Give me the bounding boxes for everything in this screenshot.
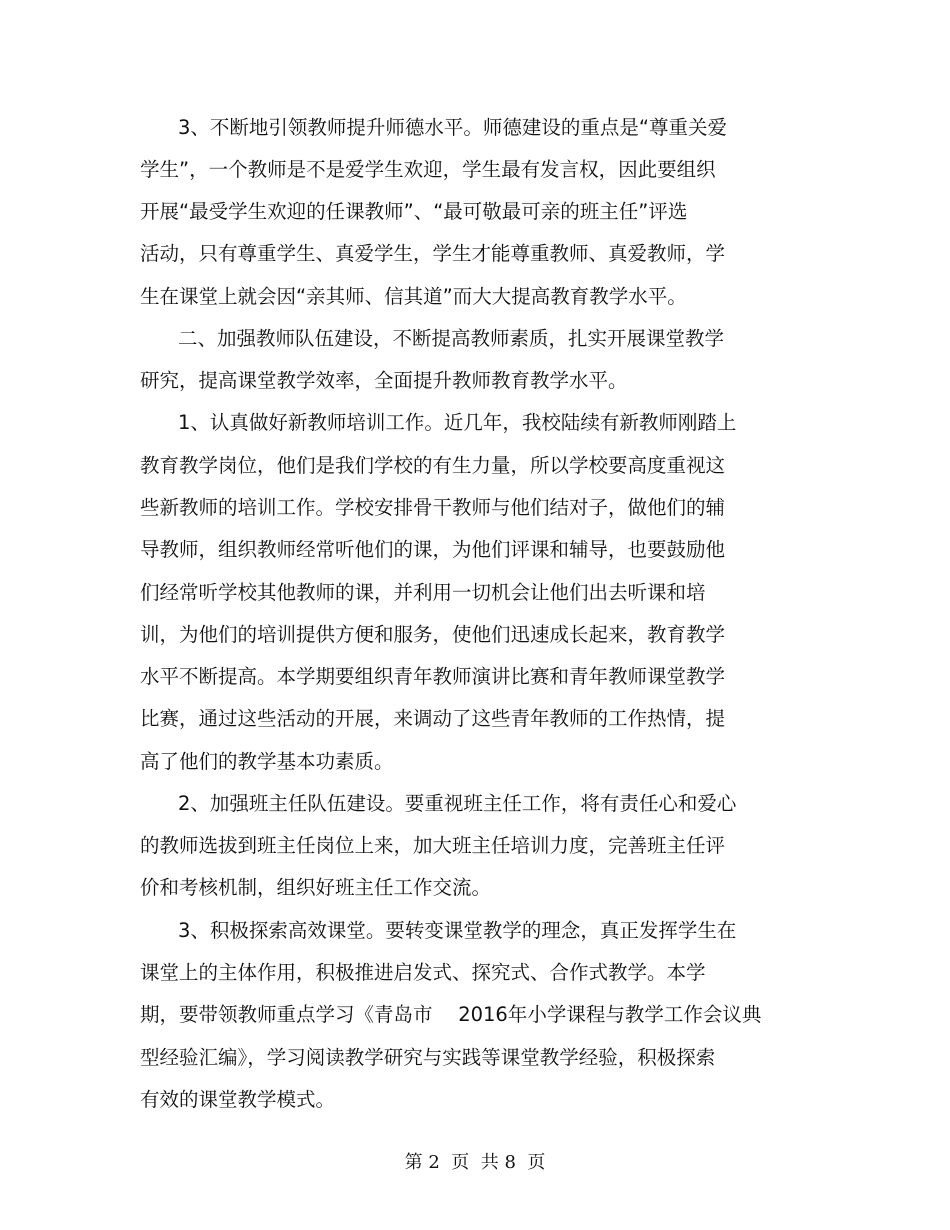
page-number-footer: 第 2 页 共 8 页: [404, 1152, 546, 1173]
text-line: 水平不断提高。本学期要组织青年教师演讲比赛和青年教师课堂教学: [140, 665, 726, 688]
text-line: 有效的课堂教学模式。: [140, 1088, 336, 1111]
text-line: 价和考核机制，组织好班主任工作交流。: [140, 876, 492, 899]
text-line: 课堂上的主体作用，积极推进启发式、探究式、合作式教学。本学: [140, 961, 706, 984]
text-line: 2、加强班主任队伍建设。要重视班主任工作，将有责任心和爱心: [178, 792, 737, 815]
text-line: 们经常听学校其他教师的课，并利用一切机会让他们出去听课和培: [140, 581, 706, 604]
text-line: 高了他们的教学基本功素质。: [140, 750, 394, 773]
text-line: 期，要带领教师重点学习《青岛市 2016年小学课程与教学工作会议典: [140, 1003, 762, 1026]
text-line: 3、不断地引领教师提升师德水平。师德建设的重点是“尊重关爱: [178, 116, 728, 139]
text-line: 学生”，一个教师是不是爱学生欢迎，学生最有发言权，因此要组织: [140, 158, 716, 181]
text-line: 的教师选拔到班主任岗位上来，加大班主任培训力度，完善班主任评: [140, 834, 726, 857]
text-line: 活动，只有尊重学生、真爱学生，学生才能尊重教师、真爱教师，学: [140, 242, 726, 265]
text-line: 教育教学岗位，他们是我们学校的有生力量，所以学校要高度重视这: [140, 454, 726, 477]
text-line: 研究，提高课堂教学效率，全面提升教师教育教学水平。: [140, 369, 628, 392]
text-line: 二、加强教师队伍建设，不断提高教师素质，扎实开展课堂教学: [178, 327, 725, 350]
text-line: 3、积极探索高效课堂。要转变课堂教学的理念，真正发挥学生在: [178, 919, 737, 942]
text-line: 型经验汇编》，学习阅读教学研究与实践等课堂教学经验，积极探索: [140, 1046, 716, 1069]
text-line: 些新教师的培训工作。学校安排骨干教师与他们结对子，做他们的辅: [140, 496, 726, 519]
text-line: 生在课堂上就会因“亲其师、信其道”而大大提高教育教学水平。: [140, 285, 687, 308]
text-line: 训，为他们的培训提供方便和服务，使他们迅速成长起来，教育教学: [140, 623, 726, 646]
text-line: 开展“最受学生欢迎的任课教师”、“最可敬最可亲的班主任”评选: [140, 200, 688, 223]
text-line: 导教师，组织教师经常听他们的课，为他们评课和辅导，也要鼓励他: [140, 538, 726, 561]
text-line: 比赛，通过这些活动的开展，来调动了这些青年教师的工作热情，提: [140, 707, 726, 730]
text-line: 1、认真做好新教师培训工作。近几年，我校陆续有新教师刚踏上: [178, 411, 737, 434]
